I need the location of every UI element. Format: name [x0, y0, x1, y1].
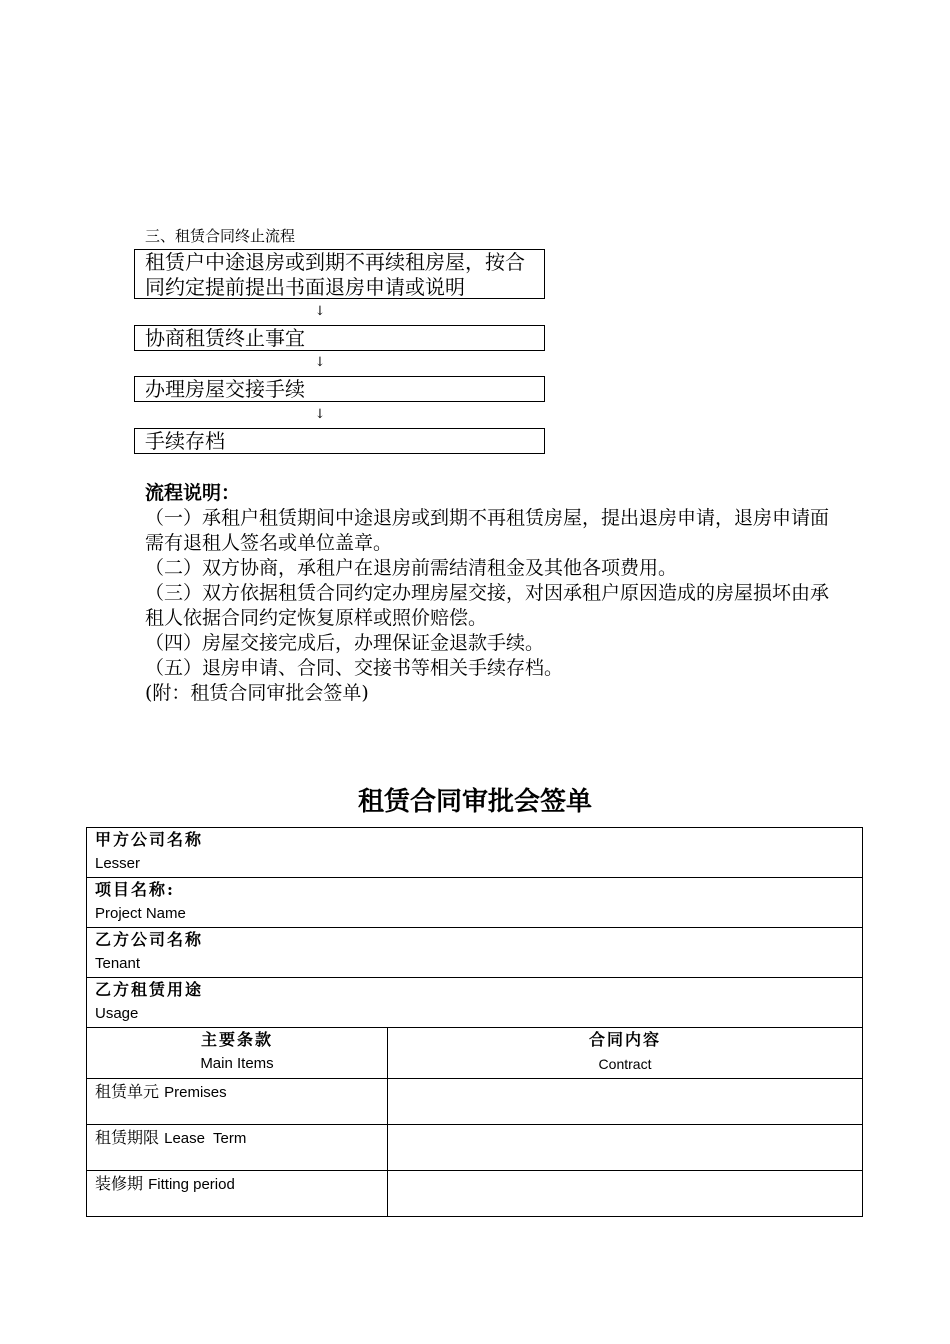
- fitting-period-value-cell[interactable]: [388, 1171, 863, 1217]
- note-item-5: （五）退房申请、合同、交接书等相关手续存档。: [145, 657, 564, 679]
- note-item-4: （四）房屋交接完成后，办理保证金退款手续。: [145, 632, 545, 654]
- contract-label-zh: 合同内容: [589, 1030, 662, 1049]
- note-item-2: （二）双方协商，承租户在退房前需结清租金及其他各项费用。: [145, 557, 678, 579]
- form-title: 租赁合同审批会签单: [357, 787, 592, 817]
- column-header-contract: [388, 1028, 863, 1079]
- usage-label-en: Usage: [95, 1005, 139, 1022]
- main-items-label-en: Main Items: [200, 1055, 274, 1072]
- column-header-main-items: [87, 1028, 388, 1079]
- lease-term-label-zh: 租赁期限: [95, 1128, 160, 1147]
- process-notes: [145, 481, 835, 706]
- lesser-field[interactable]: [87, 828, 863, 878]
- project-label-en: Project Name: [95, 905, 186, 922]
- premises-label: [87, 1079, 388, 1125]
- table-row-fitting-period: [87, 1171, 863, 1217]
- flow-step-3: 办理房屋交接手续: [134, 376, 545, 402]
- project-name-field[interactable]: [87, 878, 863, 928]
- lesser-label-zh: 甲方公司名称: [95, 830, 204, 849]
- usage-field[interactable]: [87, 978, 863, 1028]
- tenant-field[interactable]: [87, 928, 863, 978]
- flow-arrow-1: ↓: [314, 304, 326, 319]
- fitting-period-label-zh: 装修期: [95, 1174, 144, 1193]
- form-row-tenant: [87, 928, 863, 978]
- lesser-label-en: Lesser: [95, 855, 141, 872]
- flow-step-1: 租赁户中途退房或到期不再续租房屋，按合同约定提前提出书面退房申请或说明: [134, 249, 545, 299]
- section-heading: 三、租赁合同终止流程: [145, 227, 296, 245]
- fitting-period-label: [87, 1171, 388, 1217]
- table-row-lease-term: [87, 1125, 863, 1171]
- contract-label-en: Contract: [598, 1056, 652, 1072]
- approval-form-table: [86, 827, 863, 1217]
- column-header-row: [87, 1028, 863, 1079]
- flow-arrow-2: ↓: [314, 355, 326, 370]
- lease-term-label-en: Lease Term: [164, 1130, 247, 1147]
- form-row-usage: [87, 978, 863, 1028]
- fitting-period-label-en: Fitting period: [148, 1176, 235, 1193]
- premises-label-zh: 租赁单元: [95, 1082, 160, 1101]
- note-item-3: （三）双方依据租赁合同约定办理房屋交接，对因承租户原因造成的房屋损坏由承租人依据合同约定恢复原样或照价赔偿。: [145, 582, 830, 629]
- lease-term-label: [87, 1125, 388, 1171]
- table-row-premises: [87, 1079, 863, 1125]
- usage-label-zh: 乙方租赁用途: [95, 980, 204, 999]
- project-label-zh: 项目名称:: [95, 880, 175, 899]
- premises-label-en: Premises: [164, 1084, 227, 1101]
- main-items-label-zh: 主要条款: [200, 1030, 273, 1049]
- flow-step-2: 协商租赁终止事宜: [134, 325, 545, 351]
- notes-title: 流程说明：: [145, 482, 241, 504]
- premises-value-cell[interactable]: [388, 1079, 863, 1125]
- note-item-1: （一）承租户租赁期间中途退房或到期不再租赁房屋，提出退房申请，退房申请面需有退租人签名或单位盖章。: [145, 507, 830, 554]
- note-attachment: (附：租赁合同审批会签单): [145, 682, 369, 704]
- lease-term-value-cell[interactable]: [388, 1125, 863, 1171]
- flow-step-4: 手续存档: [134, 428, 545, 454]
- tenant-label-en: Tenant: [95, 955, 141, 972]
- form-row-project: [87, 878, 863, 928]
- form-row-lesser: [87, 828, 863, 878]
- flow-arrow-3: ↓: [314, 407, 326, 422]
- tenant-label-zh: 乙方公司名称: [95, 930, 204, 949]
